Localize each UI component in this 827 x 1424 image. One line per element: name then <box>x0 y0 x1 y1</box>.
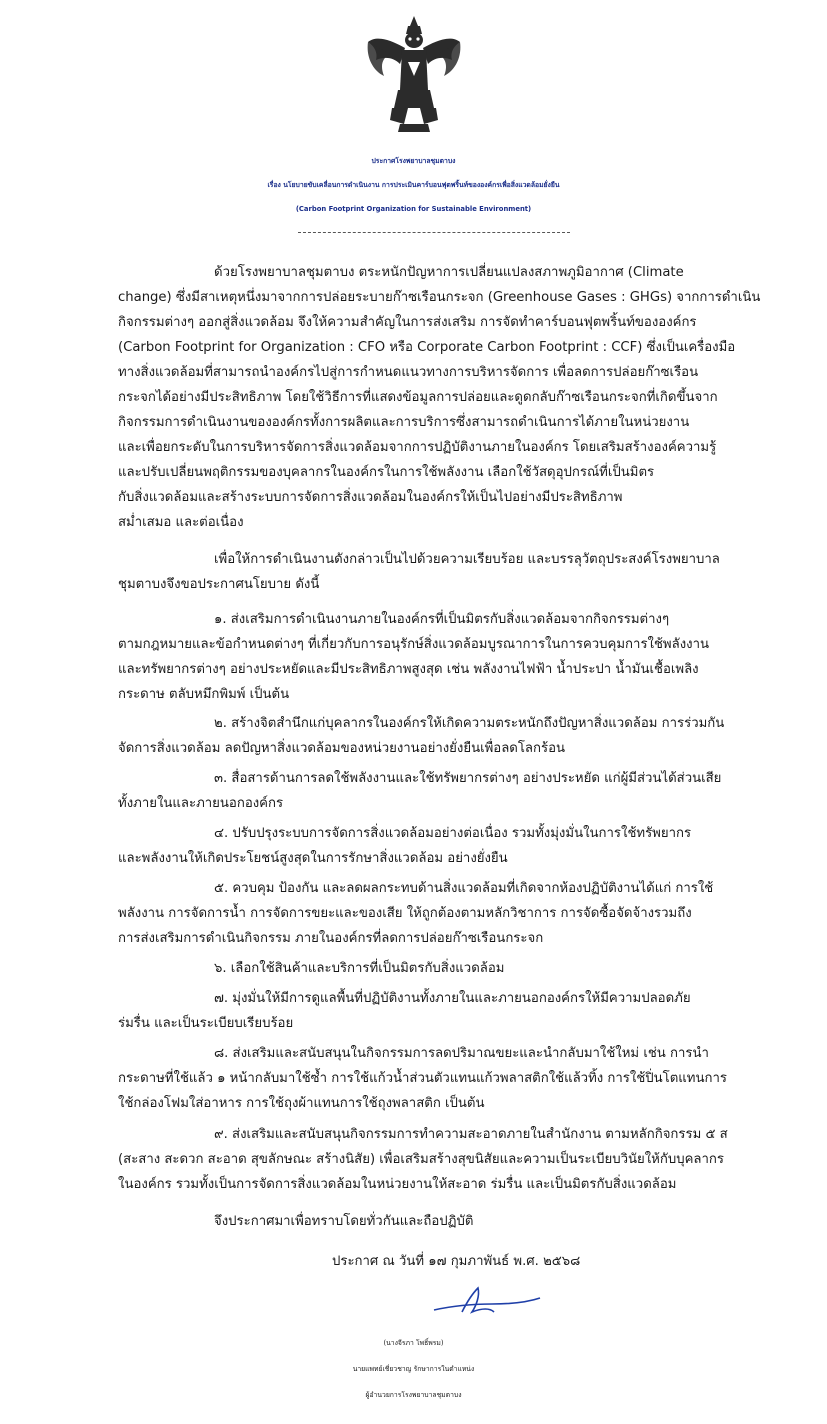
document-title: ประกาศโรงพยาบาลชุมตาบง <box>371 157 456 165</box>
policy-item-1: ตามกฎหมายและข้อกำหนดต่างๆ ที่เกี่ยวกับการอนุรักษ์สิ่งแวดล้อมบูรณาการในการควบคุมการใช้พลังงาน <box>118 637 709 652</box>
intro-line: ด้วยโรงพยาบาลชุมตาบง ตระหนักปัญหาการเปลี่ยนแปลงสภาพภูมิอากาศ (Climate <box>214 265 684 280</box>
policy-item-3: ๓. สื่อสารด้านการลดใช้พลังงานและใช้ทรัพยากรต่างๆ อย่างประหยัด แก่ผู้มีส่วนได้ส่วนเสีย <box>214 771 722 786</box>
policy-item-8: กระดาษที่ใช้แล้ว ๑ หน้ากลับมาใช้ซ้ำ การใช้แก้วน้ำส่วนตัวแทนแก้วพลาสติกใช้แล้วทิ้ง การใช้ปิ่นโตแทนการ <box>118 1071 727 1086</box>
policy-item-5: พลังงาน การจัดการน้ำ การจัดการขยะและของเสีย ให้ถูกต้องตามหลักวิชาการ การจัดซื้อจัดจ้างรวมถึง <box>118 906 692 921</box>
signer-name: (นางจีรภา โพธิ์พรม) <box>383 1339 444 1347</box>
intro-line: กิจกรรมต่างๆ ออกสู่สิ่งแวดล้อม จึงให้ความสำคัญในการส่งเสริม การจัดทำคาร์บอนฟุตพริ้นท์ขององค์กร <box>118 315 697 330</box>
policy-item-7: ร่มรื่น และเป็นระเบียบเรียบร้อย <box>118 1016 294 1031</box>
intro-line: (Carbon Footprint for Organization : CFO หรือ Corporate Carbon Footprint : CCF) ซึ่งเป็นเครื่องมือ <box>118 340 736 355</box>
document-subject-english: (Carbon Footprint Organization for Sustainable Environment) <box>295 205 532 213</box>
policy-item-2: จัดการสิ่งแวดล้อม ลดปัญหาสิ่งแวดล้อมของหน่วยงานอย่างยั่งยืนเพื่อลดโลกร้อน <box>118 741 566 756</box>
policy-item-1: กระดาษ ตลับหมึกพิมพ์ เป็นต้น <box>118 687 290 702</box>
policy-item-9: ในองค์กร รวมทั้งเป็นการจัดการสิ่งแวดล้อมในหน่วยงานให้สะอาด ร่มรื่น และเป็นมิตรกับสิ่งแวดล้อม <box>118 1177 677 1192</box>
intro-line: change) ซึ่งมีสาเหตุหนึ่งมาจากการปล่อยระบายก๊าซเรือนกระจก (Greenhouse Gases : GHGs) จากการดำเนิน <box>118 290 761 305</box>
policy-item-2: ๒. สร้างจิตสำนึกแก่บุคลากรในองค์กรให้เกิดความตระหนักถึงปัญหาสิ่งแวดล้อม การร่วมกัน <box>214 716 725 731</box>
signer-position: นายแพทย์เชี่ยวชาญ รักษาการในตำแหน่ง <box>352 1365 475 1373</box>
policy-item-1: และทรัพยากรต่างๆ อย่างประหยัดและมีประสิทธิภาพสูงสุด เช่น พลังงานไฟฟ้า น้ำประปา น้ำมันเชื้อเพลิง <box>118 662 699 677</box>
closing-statement: จึงประกาศมาเพื่อทราบโดยทั่วกันและถือปฏิบัติ <box>214 1214 474 1229</box>
policy-item-4: ๔. ปรับปรุงระบบการจัดการสิ่งแวดล้อมอย่างต่อเนื่อง รวมทั้งมุ่งมั่นในการใช้ทรัพยากร <box>214 826 692 841</box>
handwritten-signature <box>432 1282 542 1322</box>
signer-role: ผู้อำนวยการโรงพยาบาลชุมตาบง <box>365 1391 462 1399</box>
policy-item-9: (สะสาง สะดวก สะอาด สุขลักษณะ สร้างนิสัย) เพื่อเสริมสร้างสุขนิสัยและความเป็นระเบียบวินัยให้กับบุคลากร <box>118 1152 724 1167</box>
intro-line: และปรับเปลี่ยนพฤติกรรมของบุคลากรในองค์กรในการใช้พลังงาน เลือกใช้วัสดุอุปกรณ์ที่เป็นมิตร <box>118 465 655 480</box>
intro-line: และเพื่อยกระดับในการบริหารจัดการสิ่งแวดล้อมจากการปฏิบัติงานภายในองค์กร โดยเสริมสร้างองค์ความรู้ <box>118 440 717 455</box>
announcement-date: ประกาศ ณ วันที่ ๑๗ กุมภาพันธ์ พ.ศ. ๒๕๖๘ <box>332 1254 581 1269</box>
intro-line: ทางสิ่งแวดล้อมที่สามารถนำองค์กรไปสู่การกำหนดแนวทางการบริหารจัดการ เพื่อลดการปล่อยก๊าซเรือน <box>118 365 699 380</box>
policy-item-1: ๑. ส่งเสริมการดำเนินงานภายในองค์กรที่เป็นมิตรกับสิ่งแวดล้อมจากกิจกรรมต่างๆ <box>214 612 670 627</box>
document-subject: เรื่อง นโยบายขับเคลื่อนการดำเนินงาน การประเมินคาร์บอนฟุตพริ้นท์ขององค์กรเพื่อสิ่งแวดล้อมยั่งยืน <box>267 181 560 189</box>
header-separator <box>298 232 570 233</box>
policy-item-8: ๘. ส่งเสริมและสนับสนุนในกิจกรรมการลดปริมาณขยะและนำกลับมาใช้ใหม่ เช่น การนำ <box>214 1046 709 1061</box>
policy-item-9: ๙. ส่งเสริมและสนับสนุนกิจกรรมการทำความสะอาดภายในสำนักงาน ตามหลักกิจกรรม ๕ ส <box>214 1127 728 1142</box>
policy-item-5: ๕. ควบคุม ป้องกัน และลดผลกระทบด้านสิ่งแวดล้อมที่เกิดจากห้องปฏิบัติงานได้แก่ การใช้ <box>214 881 714 896</box>
policy-item-6: ๖. เลือกใช้สินค้าและบริการที่เป็นมิตรกับสิ่งแวดล้อม <box>214 961 505 976</box>
intro-line: สม่ำเสมอ และต่อเนื่อง <box>118 515 244 530</box>
intro-line: กิจกรรมการดำเนินงานขององค์กรทั้งการผลิตและการบริการซึ่งสามารถดำเนินการได้ภายในหน่วยงาน <box>118 415 690 430</box>
policy-item-5: การส่งเสริมการดำเนินกิจกรรม ภายในองค์กรที่ลดการปล่อยก๊าซเรือนกระจก <box>118 931 544 946</box>
purpose-line: เพื่อให้การดำเนินงานดังกล่าวเป็นไปด้วยความเรียบร้อย และบรรลุวัตถุประสงค์โรงพยาบาล <box>214 552 720 567</box>
policy-item-7: ๗. มุ่งมั่นให้มีการดูแลพื้นที่ปฏิบัติงานทั้งภายในและภายนอกองค์กรให้มีความปลอดภัย <box>214 991 691 1006</box>
garuda-emblem-icon <box>364 12 464 136</box>
intro-line: กับสิ่งแวดล้อมและสร้างระบบการจัดการสิ่งแวดล้อมในองค์กรให้เป็นไปอย่างมีประสิทธิภาพ <box>118 490 623 505</box>
intro-line: กระจกได้อย่างมีประสิทธิภาพ โดยใช้วิธีการที่แสดงข้อมูลการปล่อยและดูดกลับก๊าซเรือนกระจกที่เกิดขึ้นจาก <box>118 390 718 405</box>
purpose-line: ชุมตาบงจึงขอประกาศนโยบาย ดังนี้ <box>118 577 320 592</box>
policy-item-3: ทั้งภายในและภายนอกองค์กร <box>118 796 284 811</box>
policy-item-8: ใช้กล่องโฟมใส่อาหาร การใช้ถุงผ้าแทนการใช้ถุงพลาสติก เป็นต้น <box>118 1096 485 1111</box>
policy-item-4: และพลังงานให้เกิดประโยชน์สูงสุดในการรักษาสิ่งแวดล้อม อย่างยั่งยืน <box>118 851 508 866</box>
